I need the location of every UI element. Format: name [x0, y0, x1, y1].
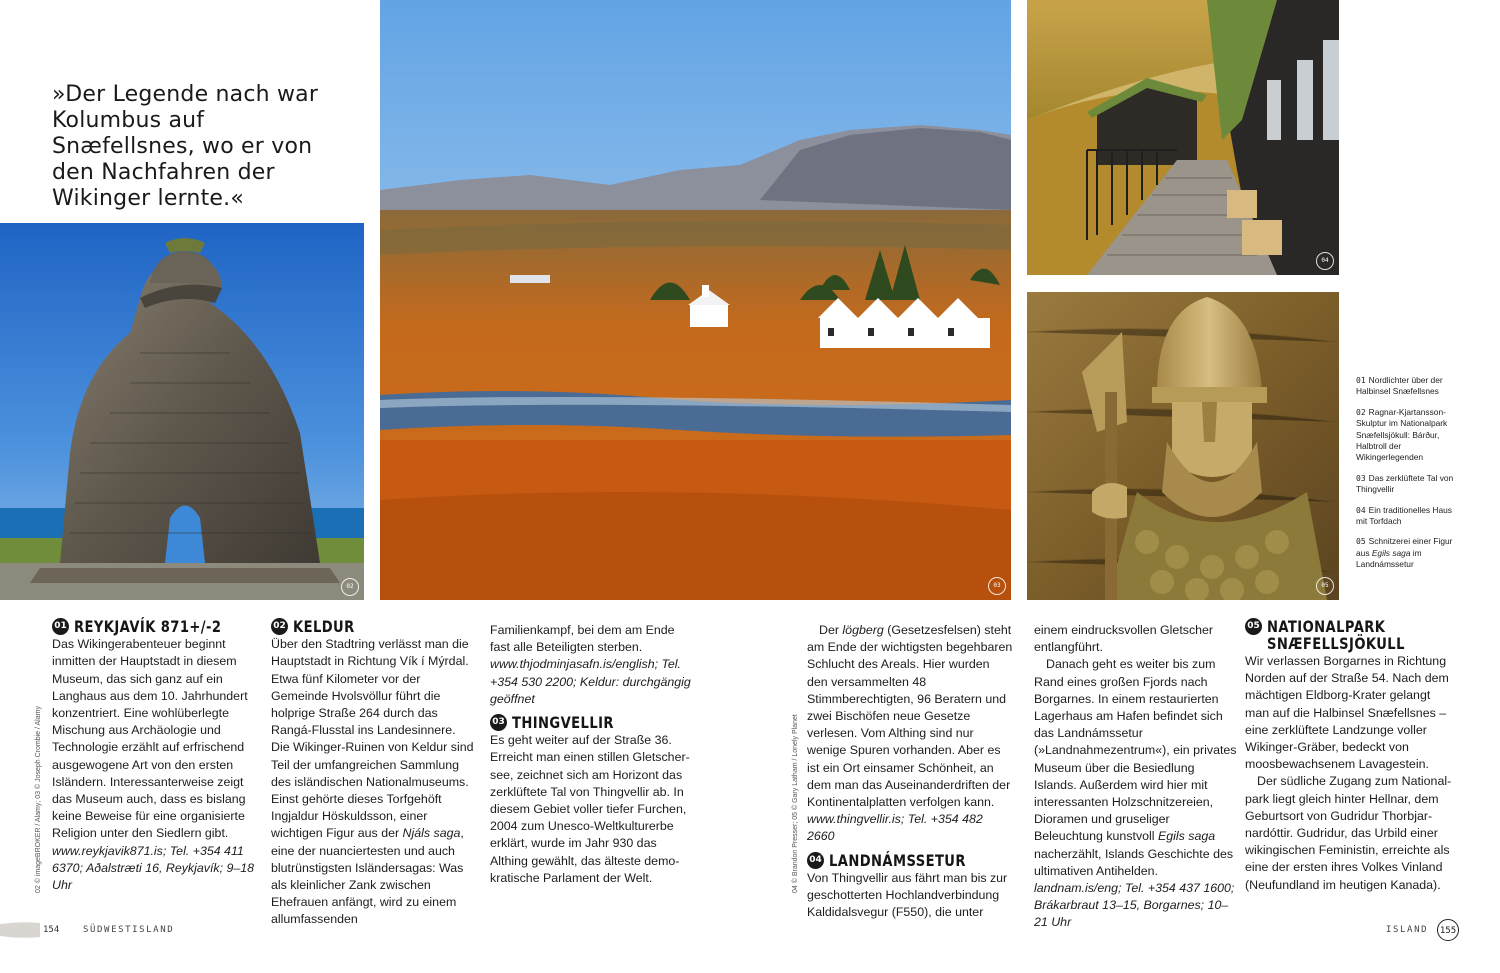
section-body: Wir verlassen Borgarnes in Richtung Norden auf der Straße 54. Nach dem mächtigen Eldborg-Krater gelangt man auf die Halbinsel Snæfellsnes – eine zerklüftete Landzunge voller Wikinger-Gräber, bedeckt von moosbewachsenem Lavagestein. — [1245, 654, 1449, 772]
page-tab-left — [0, 919, 40, 941]
section-title: KELDUR — [293, 617, 355, 636]
section-title: LANDNÁMSSETUR — [829, 850, 966, 870]
section-body: Von Thingvellir aus fährt man bis zur geschotterten Hochlandverbindung Kaldidalsvegur (F550), die unter — [807, 870, 1008, 920]
section-label-left: SÜDWESTISLAND — [83, 925, 175, 935]
caption-item: 03 Das zerklüftete Tal von Thingvellir — [1356, 472, 1454, 495]
section-title: THINGVELLIR — [512, 713, 614, 733]
section-info: www.thingvellir.is; Tel. +354 482 2660 — [807, 812, 983, 844]
column-6 — [1245, 618, 1453, 894]
section-label-right: ISLAND — [1386, 925, 1429, 935]
column-5 — [1034, 622, 1240, 932]
section-heading — [52, 618, 258, 635]
column-4 — [807, 622, 1013, 921]
section-info: www.thjodminjasafn.is/english; Tel. +354 530 2200; Keldur: durchgängig geöffnet — [490, 657, 691, 706]
section-number: 05 — [1245, 618, 1262, 635]
section-heading — [1245, 618, 1453, 652]
turf-house-photo — [1027, 0, 1339, 275]
photo-credit: 04 © Brandon Presser; 05 © Gary Latham / Lonely Planet — [792, 714, 799, 893]
wood-carving-photo — [1027, 292, 1339, 600]
caption-item: 04 Ein traditionelles Haus mit Torfdach — [1356, 504, 1452, 527]
section-heading — [271, 618, 477, 635]
section-heading — [490, 714, 696, 731]
caption-item: 02 Ragnar-Kjartansson-Skulptur im Nationalpark Snæfellsjökull: Bárður, Halbtroll der Wikingerlegenden — [1356, 406, 1448, 463]
page-number-left: 154 — [43, 925, 60, 935]
section-body-continued: Der lögberg (Gesetzesfelsen) steht am Ende der wichtigsten begehbaren Schlucht des Areals. Hier wurden den versammelten 48 Stimmberechtigten, 96 Beratern und zwei Bischöfen neue Gesetze verlesen. Vom Althing sind nur wenige Spuren vorhanden. Aber es ist ein Ort einsamer Schönheit, an dem man das Auseinanderdriften der Kontinentalplatten verfolgen kann. — [807, 623, 1013, 810]
thingvellir-photo — [380, 0, 1011, 600]
photo-credit: 02 © imageBROKER / Alamy; 03 © Joseph Crombie / Alamy — [35, 706, 42, 893]
page-number-right: 155 — [1437, 919, 1459, 941]
section-info: landnam.is/eng; Tel. +354 437 1600; Brákarbraut 13–15, Borgarnes; 10–21 Uhr — [1034, 881, 1235, 930]
section-number: 01 — [52, 618, 69, 635]
column-2 — [271, 618, 477, 929]
section-heading — [807, 852, 1013, 869]
column-3 — [490, 622, 696, 887]
photo-number-badge: 02 — [341, 578, 359, 596]
section-body-continued: Der südliche Zugang zum Nationalpark liegt gleich hinter Hellnar, dem Geburtsort von Gudridur Thorbjarnardóttir. Gudridur, das Urbild einer wikingischen Feministin, erreichte als eine der ersten ihres Volkes Vinland (Neufundland im heutigen Kanada). — [1245, 774, 1452, 892]
section-title: REYKJAVÍK 871+/-2 — [74, 617, 222, 636]
section-number: 03 — [490, 714, 507, 731]
section-number: 04 — [807, 852, 824, 869]
section-title: NATIONALPARK SNÆFELLSJÖKULL — [1267, 617, 1405, 653]
section-body-continued: Familienkampf, bei dem am Ende fast alle Beteiligten sterben. — [490, 623, 675, 655]
photo-number-badge: 04 — [1316, 252, 1334, 270]
caption-item: 01 Nordlichter über der Halbinsel Snæfellsnes — [1356, 375, 1443, 397]
section-body: Es geht weiter auf der Straße 36. Erreicht man einen stillen Gletschersee, zeichnet sich am Horizont das zerklüftete Tal von Thingvellir ab. In diesem Gebiet voller tiefer Furchen, 2004 zum Unesco-Weltkulturerbe erklärt, wurde im Jahr 930 das Althing gewählt, das älteste demokratische Parlament der Welt. — [490, 733, 690, 885]
section-number: 02 — [271, 618, 288, 635]
section-body-continued: Danach geht es weiter bis zum Rand eines großen Fjords nach Borgarnes. In einem restaurierten Lagerhaus am Hafen befindet sich das Landnámssetur (»Landnahmezentrum«), ein privates Museum über die Besiedlung Islands. Außerdem wird hier mit interessanten Holzschnitzereien, Dioramen und gruseliger Beleuchtung kunstvoll Egils saga nacherzählt, Islands Geschichte des ultimativen Antihelden. — [1034, 657, 1237, 878]
pull-quote: »Der Legende nach war Kolumbus auf Snæfellsnes, wo er von den Nachfahren der Wikinger lernte.« — [52, 82, 319, 211]
photo-captions — [1356, 375, 1456, 580]
section-info: www.reykjavik871.is; Tel. +354 411 6370; Aðalstræti 16, Reykjavík; 9–18 Uhr — [52, 843, 255, 893]
column-1 — [52, 618, 258, 894]
section-body: Über den Stadtring verlässt man die Hauptstadt in Richtung Vík í Mýrdal. Etwa fünf Kilometer vor der Gemeinde Hvolsvöllur führt die holprige Straße 264 durch das Rangá-Flusstal ins Landesinnere. Die Wikinger-Ruinen von Keldur sind Teil der umfangreichen Sammlung des isländischen Nationalmuseums. Einst gehörte dieses Torfgehöft Ingjaldur Höskuldsson, einer wichtigen Figur aus der Njáls saga, eine der nuanciertesten und auch blutrünstigsten Isländersagas: Was als kleinlicher Zank zwischen Ehefrauen anfängt, wird zu einem allumfassenden — [271, 637, 474, 927]
section-body-continued: einem eindrucksvollen Gletscher entlangführt. — [1034, 623, 1214, 655]
statue-photo — [0, 223, 364, 600]
section-body: Das Wikingerabenteuer beginnt inmitten der Hauptstadt in diesem Museum, das sich ganz auf ein Langhaus aus dem 10. Jahrhundert konzentriert. Eine wohlüberlegte Mischung aus Archäologie und Technologie erzählt auf erfrischend ausgewogene Art von den ersten Isländern. Interessanterweise zeigt das Museum auch, dass es bislang keine Beweise für eine organisierte Religion unter den Siedlern gibt. — [52, 637, 248, 841]
caption-item: 05 Schnitzerei einer Figur aus Egils saga im Landnámssetur — [1356, 536, 1453, 570]
photo-number-badge: 05 — [1316, 577, 1334, 595]
photo-number-badge: 03 — [988, 577, 1006, 595]
